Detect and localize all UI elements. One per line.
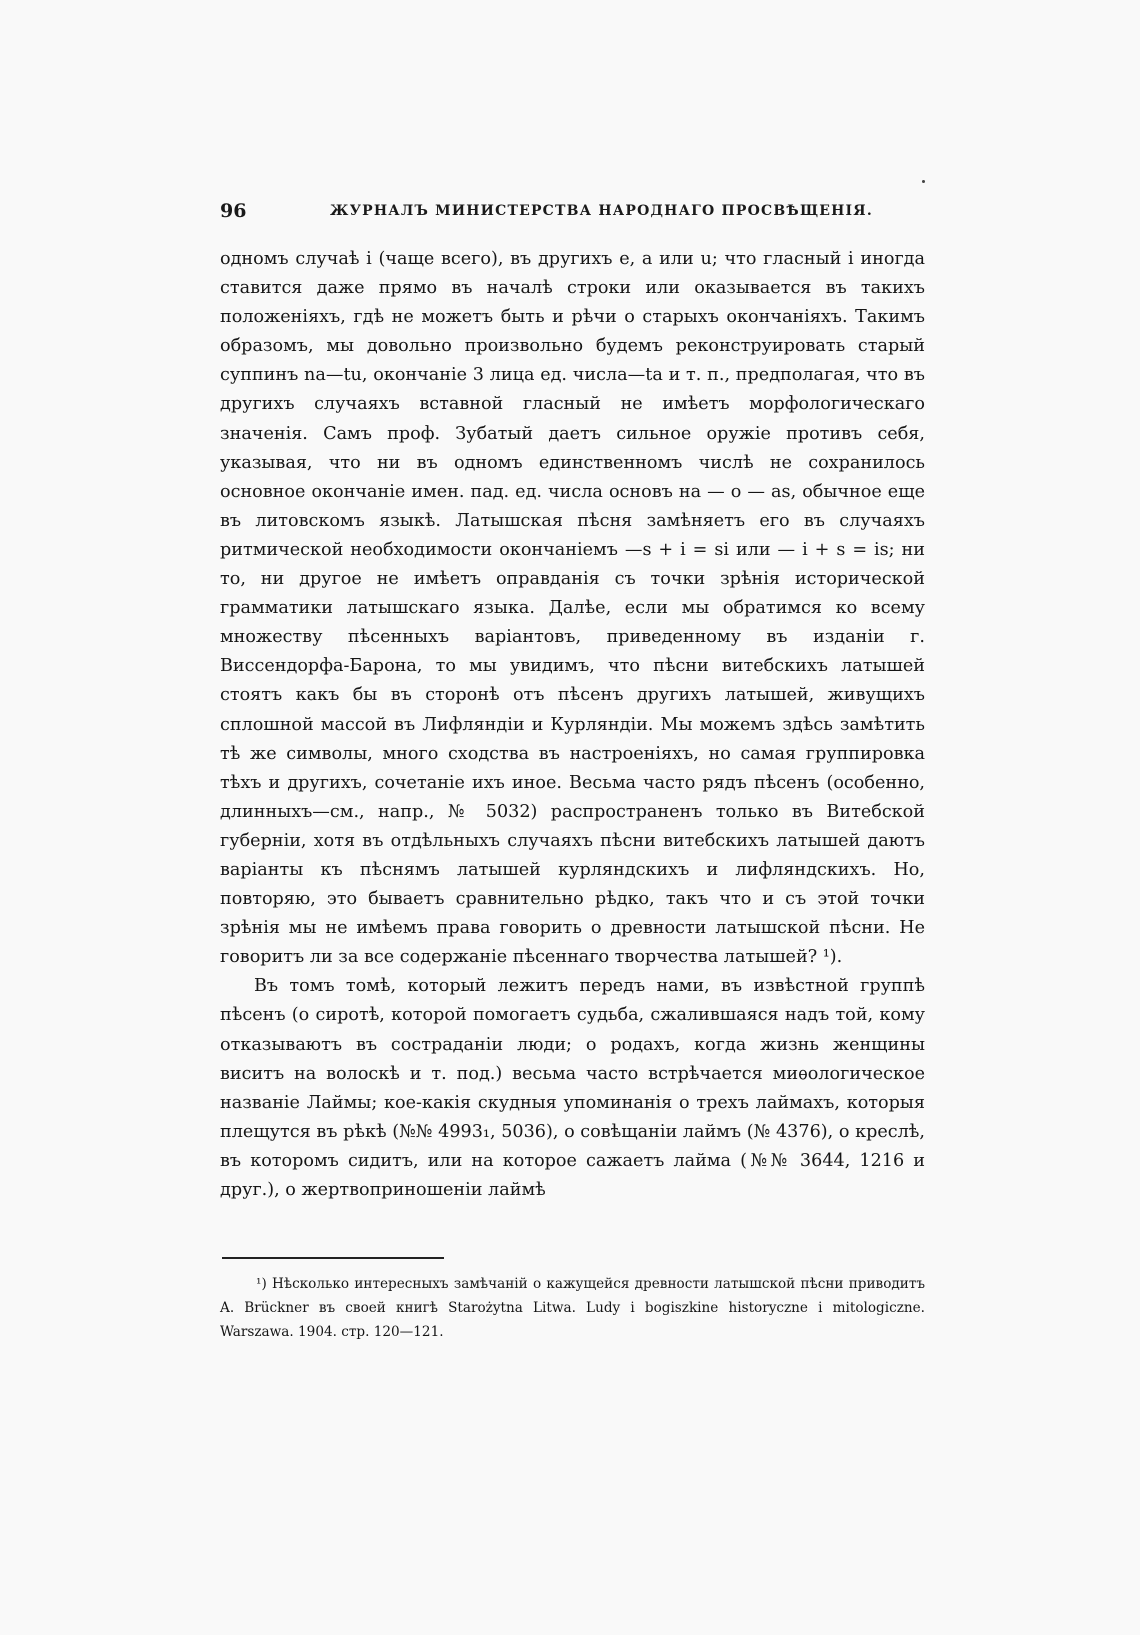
footnote-divider: [222, 1257, 444, 1259]
body-text: [220, 245, 925, 1205]
scan-speck: [922, 180, 925, 183]
page-header: [220, 200, 930, 230]
page-number: 96: [220, 200, 247, 222]
running-title: ЖУРНАЛЪ МИНИСТЕРСТВА НАРОДНАГО ПРОСВѢЩЕНІЯ.: [330, 203, 873, 219]
paragraph-1: одномъ случаѣ i (чаще всего), въ другихъ e, a или u; что гласный i иногда ставится даже прямо въ началѣ строки или оказывается въ такихъ положеніяхъ, гдѣ не можетъ быть и рѣчи о старыхъ окончаніяхъ. Такимъ образомъ, мы довольно произвольно будемъ реконструировать старый суппинъ na—tu, окончаніе 3 лица ед. числа—ta и т. п., предполагая, что въ другихъ случаяхъ вставной гласный не имѣетъ морфологическаго значенія. Самъ проф. Зубатый даетъ сильное оружіе противъ себя, указывая, что ни въ одномъ единственномъ числѣ не сохранилось основное окончаніе имен. пад. ед. числа основъ на — o — as, обычное еще въ литовскомъ языкѣ. Латышская пѣсня замѣняетъ его въ случаяхъ ритмической необходимости окончаніемъ —s + i = si или — i + s = is; ни то, ни другое не имѣетъ оправданія съ точки зрѣнія исторической грамматики латышскаго языка. Далѣе, если мы обратимся ко всему множеству пѣсенныхъ варіантовъ, приведенному въ изданіи г. Виссендорфа-Барона, то мы увидимъ, что пѣсни витебскихъ латышей стоятъ какъ бы въ сторонѣ отъ пѣсенъ другихъ латышей, живущихъ сплошной массой въ Лифляндіи и Курляндіи. Мы можемъ здѣсь замѣтить тѣ же символы, много сходства въ настроеніяхъ, но самая группировка тѣхъ и другихъ, сочетаніе ихъ иное. Весьма часто рядъ пѣсенъ (особенно, длинныхъ—см., напр., № 5032) распространенъ только въ Витебской губерніи, хотя въ отдѣльныхъ случаяхъ пѣсни витебскихъ латышей даютъ варіанты къ пѣснямъ латышей курляндскихъ и лифляндскихъ. Но, повторяю, это бываетъ сравнительно рѣдко, такъ что и съ этой точки зрѣнія мы не имѣемъ права говорить о древности латышской пѣсни. Не говоритъ ли за все содержаніе пѣсеннаго творчества латышей? ¹).: [220, 249, 925, 968]
paragraph-2: Въ томъ томѣ, который лежитъ передъ нами, въ извѣстной группѣ пѣсенъ (о сиротѣ, которой помогаетъ судьба, сжалившаяся надъ той, кому отказываютъ въ состраданіи люди; о родахъ, когда жизнь женщины виситъ на волоскѣ и т. под.) весьма часто встрѣчается миѳологическое названіе Лаймы; кое-какія скудныя упоминанія о трехъ лаймахъ, которыя плещутся въ рѣкѣ (№№ 4993₁, 5036), о совѣщаніи лаймъ (№ 4376), о креслѣ, въ которомъ сидитъ, или на которое сажаетъ лайма (№№ 3644, 1216 и друг.), о жертвоприношеніи лаймѣ: [220, 976, 925, 1200]
footnote: ¹) Нѣсколько интересныхъ замѣчаній о кажущейся древности латышской пѣсни приводитъ A. Brückner въ своей книгѣ Starożytna Litwa. Ludy i bogiszkine historyczne i mitologiczne. Warszawa. 1904. стр. 120—121.: [220, 1276, 925, 1340]
